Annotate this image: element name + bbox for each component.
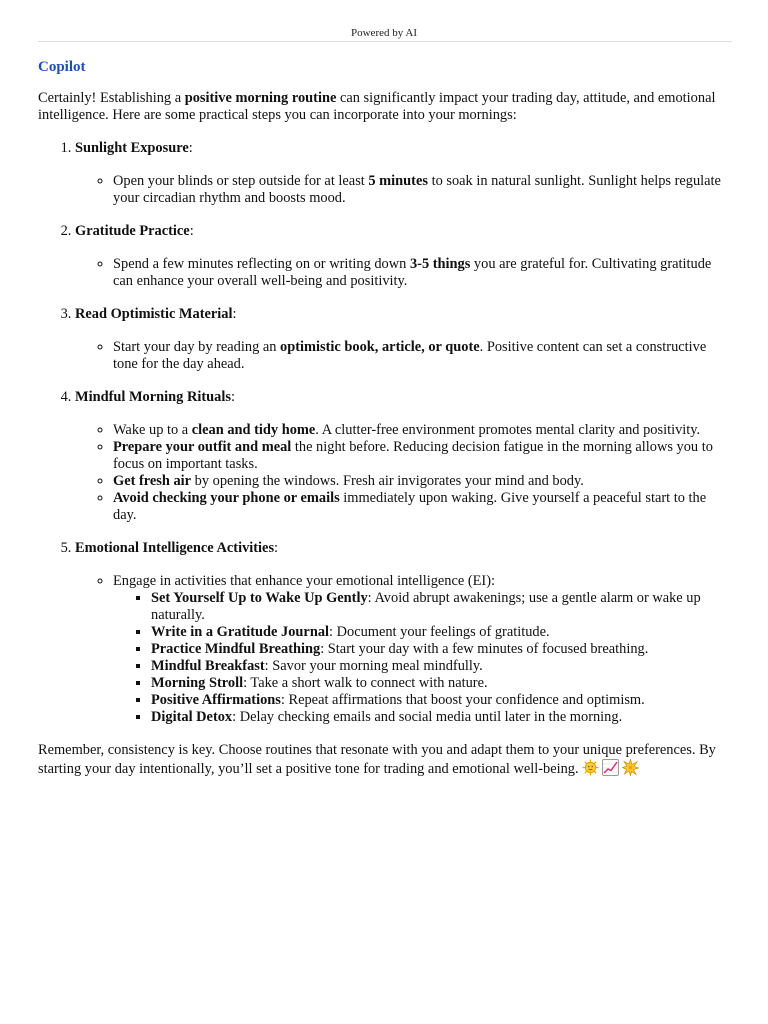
sub-bullet-item bbox=[151, 692, 732, 709]
bullet-text: immediately upon waking. Give yourself a peaceful start to the day. bbox=[113, 490, 707, 523]
bullet-bold: 3-5 things bbox=[409, 256, 471, 272]
bullet-text: by opening the windows. Fresh air invigorates your mind and body. bbox=[191, 473, 584, 489]
step-title-text: Sunlight Exposure bbox=[75, 140, 189, 156]
sub-bullet-text: : Repeat affirmations that boost your confidence and optimism. bbox=[280, 692, 645, 708]
step-item bbox=[75, 389, 732, 524]
bullet-item bbox=[113, 422, 732, 439]
step-title-text: Emotional Intelligence Activities bbox=[75, 540, 275, 556]
step-bullets bbox=[75, 573, 732, 726]
bullet-text: Open your blinds or step outside for at least bbox=[113, 173, 369, 189]
step-bullets bbox=[75, 256, 732, 290]
bullet-item bbox=[113, 256, 732, 290]
sub-bullet-item bbox=[151, 709, 732, 726]
step-title-colon: : bbox=[274, 540, 279, 556]
sub-bullet-item bbox=[151, 675, 732, 692]
intro-text-2: can significantly impact your trading day, attitude, and emotional intelligence. Here are some practical steps you can incorporate into your mornings: bbox=[38, 90, 716, 123]
response-body bbox=[38, 90, 732, 778]
step-bullets bbox=[75, 173, 732, 207]
sub-bullet-bold: Positive Affirmations bbox=[151, 692, 281, 708]
bullet-item bbox=[113, 490, 732, 524]
sub-bullet-item bbox=[151, 590, 732, 624]
intro-text-1: Certainly! Establishing a bbox=[38, 90, 185, 106]
step-title bbox=[75, 389, 732, 406]
step-title-colon: : bbox=[188, 140, 193, 156]
bullet-item bbox=[113, 473, 732, 490]
sub-bullet-item bbox=[151, 658, 732, 675]
ei-activities-list bbox=[113, 590, 732, 726]
bullet-text: Engage in activities that enhance your emotional intelligence (EI): bbox=[113, 573, 496, 589]
sub-bullet-bold: Set Yourself Up to Wake Up Gently bbox=[151, 590, 368, 606]
bullet-text: Spend a few minutes reflecting on or writing down bbox=[113, 256, 410, 272]
step-title-colon: : bbox=[189, 223, 194, 239]
bullet-item bbox=[113, 439, 732, 473]
step-title-colon: : bbox=[230, 389, 235, 405]
step-item bbox=[75, 306, 732, 373]
bullet-text: . Positive content can set a constructive tone for the day ahead. bbox=[113, 339, 707, 372]
sub-bullet-text: : Document your feelings of gratitude. bbox=[329, 624, 550, 640]
page-title: Copilot bbox=[38, 59, 86, 75]
bullet-text: . A clutter-free environment promotes mental clarity and positivity. bbox=[315, 422, 701, 438]
closing-paragraph bbox=[38, 742, 732, 778]
step-title bbox=[75, 540, 732, 557]
step-item bbox=[75, 140, 732, 207]
sun-with-face-icon bbox=[582, 759, 599, 776]
sparkle-burst-icon bbox=[622, 759, 639, 776]
bullet-bold: optimistic book, article, or quote bbox=[280, 339, 480, 355]
step-title bbox=[75, 223, 732, 240]
sub-bullet-text: : Savor your morning meal mindfully. bbox=[264, 658, 483, 674]
step-item bbox=[75, 540, 732, 726]
step-bullets bbox=[75, 422, 732, 524]
bullet-item bbox=[113, 339, 732, 373]
bullet-bold: Get fresh air bbox=[113, 473, 192, 489]
step-title-text: Mindful Morning Rituals bbox=[75, 389, 231, 405]
header-divider bbox=[38, 41, 732, 42]
sub-bullet-bold: Morning Stroll bbox=[151, 675, 244, 691]
step-title bbox=[75, 306, 732, 323]
sub-bullet-item bbox=[151, 641, 732, 658]
powered-by-label: Powered by AI bbox=[351, 27, 417, 39]
intro-bold: positive morning routine bbox=[184, 90, 337, 106]
sub-bullet-bold: Digital Detox bbox=[151, 709, 233, 725]
sub-bullet-text: : Delay checking emails and social media until later in the morning. bbox=[232, 709, 623, 725]
chart-increasing-icon bbox=[602, 759, 619, 776]
bullet-text: Start your day by reading an bbox=[113, 339, 281, 355]
step-title bbox=[75, 140, 732, 157]
bullet-text: you are grateful for. Cultivating gratitude can enhance your overall well-being and positivity. bbox=[113, 256, 712, 289]
step-title-colon: : bbox=[232, 306, 237, 322]
sub-bullet-text: : Start your day with a few minutes of focused breathing. bbox=[320, 641, 649, 657]
step-item bbox=[75, 223, 732, 290]
intro-paragraph bbox=[38, 90, 732, 124]
step-title-text: Read Optimistic Material bbox=[75, 306, 233, 322]
bullet-item bbox=[113, 173, 732, 207]
sub-bullet-text: : Avoid abrupt awakenings; use a gentle alarm or wake up naturally. bbox=[151, 590, 701, 623]
bullet-item bbox=[113, 573, 732, 726]
bullet-bold: Avoid checking your phone or emails bbox=[113, 490, 340, 506]
sub-bullet-bold: Write in a Gratitude Journal bbox=[151, 624, 330, 640]
sub-bullet-bold: Practice Mindful Breathing bbox=[151, 641, 321, 657]
sub-bullet-item bbox=[151, 624, 732, 641]
bullet-bold: 5 minutes bbox=[368, 173, 428, 189]
steps-list bbox=[38, 140, 732, 726]
step-title-text: Gratitude Practice bbox=[75, 223, 190, 239]
bullet-text: Wake up to a bbox=[113, 422, 192, 438]
closing-text: Remember, consistency is key. Choose routines that resonate with you and adapt them to your unique preferences. By starting your day intentionally, you’ll set a positive tone for trading and emotional well-being. bbox=[38, 742, 716, 777]
step-bullets bbox=[75, 339, 732, 373]
sub-bullet-text: : Take a short walk to connect with nature. bbox=[243, 675, 488, 691]
bullet-text: to soak in natural sunlight. Sunlight helps regulate your circadian rhythm and boosts mood. bbox=[113, 173, 721, 206]
bullet-text: the night before. Reducing decision fatigue in the morning allows you to focus on important tasks. bbox=[113, 439, 713, 472]
bullet-bold: Prepare your outfit and meal bbox=[113, 439, 292, 455]
bullet-bold: clean and tidy home bbox=[191, 422, 316, 438]
sub-bullet-bold: Mindful Breakfast bbox=[151, 658, 265, 674]
